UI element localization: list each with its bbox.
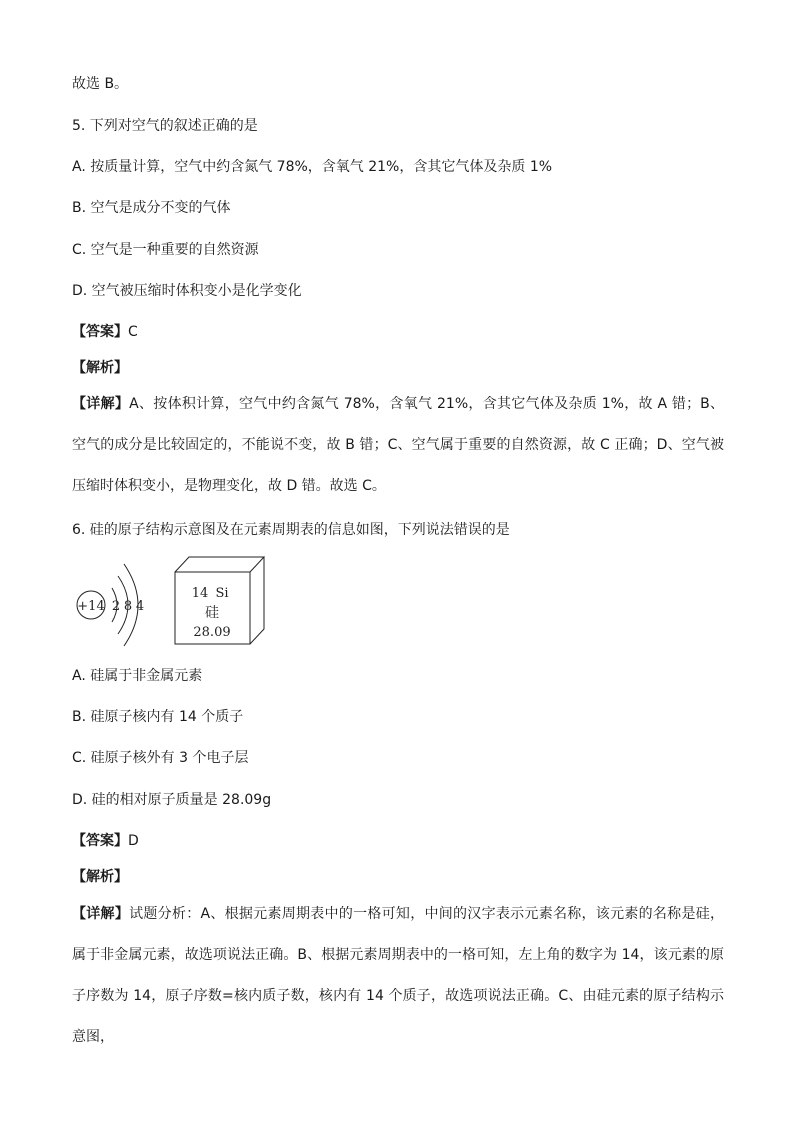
answer-value: C: [128, 324, 138, 340]
shell-electrons-2: 8: [123, 599, 133, 614]
q5-analysis-tag: 【解析】: [72, 360, 128, 376]
q5-detail: [72, 384, 724, 507]
element-cell: [175, 557, 264, 644]
q5-option-c: C. 空气是一种重要的自然资源: [72, 242, 259, 258]
q5-option-d: D. 空气被压缩时体积变小是化学变化: [72, 283, 302, 299]
atomic-number: 14: [191, 586, 209, 601]
q6-analysis-tag: 【解析】: [72, 869, 128, 885]
q6-option-a: A. 硅属于非金属元素: [72, 668, 203, 684]
detail-text: 试题分析：A、根据元素周期表中的一格可知，中间的汉字表示元素名称，该元素的名称是硅，属于非金属元素，故选项说法正确。B、根据元素周期表中的一格可知，左上角的数字为 14，该元素的原子序数为 14，原子序数=核内质子数，核内有 14 个质子，故选项说法正确。C、由硅元素的原子结构示意图，: [72, 906, 725, 1045]
silicon-diagram: [72, 550, 272, 650]
q5-answer: [72, 322, 138, 342]
detail-tag: 【详解】: [72, 396, 130, 412]
detail-text: A、按体积计算，空气中约含氮气 78%，含氧气 21%，含其它气体及杂质 1%，故 A 错；B、空气的成分是比较固定的，不能说不变，故 B 错；C、空气属于重要的自然资源，故 C 正确；D、空气被压缩时体积变小，是物理变化，故 D 错。故选 C。: [72, 396, 724, 494]
q6-option-c: C. 硅原子核外有 3 个电子层: [72, 750, 249, 766]
q6-detail: [72, 894, 724, 1058]
q5-option-b: B. 空气是成分不变的气体: [72, 200, 231, 216]
element-symbol: Si: [215, 586, 229, 601]
q6-answer: [72, 831, 139, 851]
question-6: 6. 硅的原子结构示意图及在元素周期表的信息如图，下列说法错误的是: [72, 522, 510, 538]
atomic-mass: 28.09: [193, 625, 231, 640]
element-name: 硅: [205, 605, 219, 621]
detail-tag: 【详解】: [72, 906, 130, 922]
q5-option-a: A. 按质量计算，空气中约含氮气 78%，含氧气 21%，含其它气体及杂质 1%: [72, 159, 553, 175]
shell-electrons-3: 4: [135, 599, 145, 614]
nucleus-charge: +14: [77, 599, 105, 614]
atom-structure: [77, 564, 144, 646]
question-5: 5. 下列对空气的叙述正确的是: [72, 118, 258, 134]
q6-option-d: D. 硅的相对原子质量是 28.09g: [72, 792, 272, 808]
answer-tag: 【答案】: [72, 833, 128, 849]
answer-tag: 【答案】: [72, 324, 128, 340]
shell-electrons-1: 2: [111, 599, 121, 614]
cell-top-face: [175, 557, 264, 572]
answer-value: D: [128, 833, 139, 849]
q6-option-b: B. 硅原子核内有 14 个质子: [72, 709, 244, 725]
prev-answer-end: 故选 B。: [72, 76, 129, 92]
